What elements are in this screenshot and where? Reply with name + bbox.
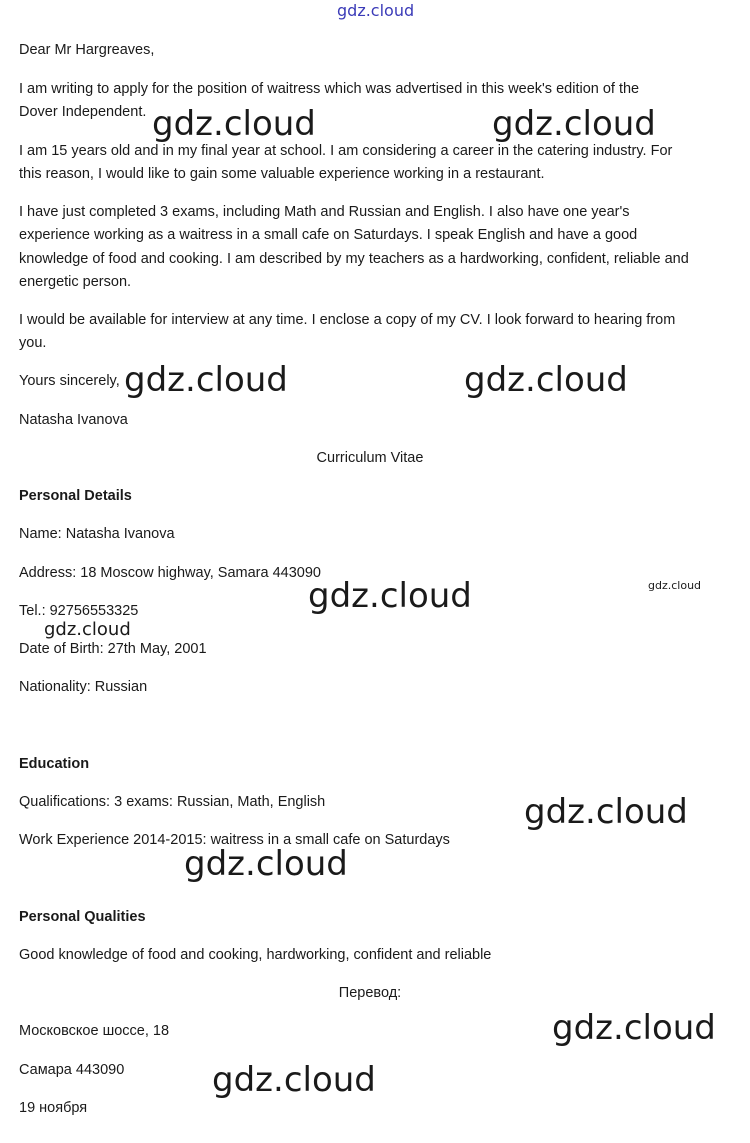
- letter-paragraph-line: I am writing to apply for the position of waitress which was advertised in this week's edition of the: [19, 81, 640, 97]
- watermark: gdz.cloud: [184, 844, 348, 884]
- translation-heading: Перевод:: [338, 985, 402, 1001]
- letter-closing: Yours sincerely,: [19, 373, 120, 389]
- translation-street: Московское шоссе, 18: [19, 1023, 170, 1039]
- letter-paragraph-line: experience working as a waitress in a small cafe on Saturdays. I speak English and have a good: [19, 227, 638, 243]
- letter-paragraph-line: you.: [19, 335, 47, 351]
- letter-paragraph-line: I am 15 years old and in my final year at school. I am considering a career in the catering industry. For: [19, 143, 673, 159]
- watermark-top: gdz.cloud: [337, 1, 415, 20]
- cv-section-heading: Personal Details: [19, 488, 132, 504]
- cv-personal-qualities: Good knowledge of food and cooking, hardworking, confident and reliable: [19, 947, 492, 963]
- watermark: gdz.cloud: [124, 360, 288, 400]
- cv-qualifications: Qualifications: 3 exams: Russian, Math, English: [19, 794, 326, 810]
- watermark: gdz.cloud: [524, 792, 688, 832]
- watermark: gdz.cloud: [212, 1060, 376, 1100]
- watermark: gdz.cloud: [152, 104, 316, 144]
- cv-nationality: Nationality: Russian: [19, 679, 148, 695]
- cv-section-heading: Personal Qualities: [19, 909, 146, 925]
- cv-address: Address: 18 Moscow highway, Samara 443090: [19, 565, 321, 581]
- watermark-small: gdz.cloud: [648, 579, 702, 592]
- cv-name: Name: Natasha Ivanova: [19, 526, 175, 542]
- watermark: gdz.cloud: [308, 576, 472, 616]
- watermark-medium: gdz.cloud: [44, 619, 131, 640]
- cv-section-heading: Education: [19, 756, 90, 772]
- letter-signature: Natasha Ivanova: [19, 412, 128, 428]
- watermark: gdz.cloud: [492, 104, 656, 144]
- letter-paragraph-line: I would be available for interview at any time. I enclose a copy of my CV. I look forward to hearing from: [19, 312, 676, 328]
- letter-greeting: Dear Mr Hargreaves,: [19, 42, 155, 58]
- translation-city: Самара 443090: [19, 1062, 125, 1078]
- cv-telephone: Tel.: 92756553325: [19, 603, 139, 619]
- letter-paragraph-line: I have just completed 3 exams, including Math and Russian and English. I also have one year's: [19, 204, 630, 220]
- cv-title: Curriculum Vitae: [316, 450, 424, 466]
- watermark: gdz.cloud: [552, 1008, 716, 1048]
- letter-paragraph-line: Dover Independent.: [19, 104, 147, 120]
- letter-paragraph-line: this reason, I would like to gain some valuable experience working in a restaurant.: [19, 166, 545, 182]
- letter-paragraph-line: knowledge of food and cooking. I am described by my teachers as a hardworking, confident, reliable and: [19, 251, 689, 267]
- translation-date: 19 ноября: [19, 1100, 88, 1116]
- letter-paragraph-line: energetic person.: [19, 274, 132, 290]
- watermark: gdz.cloud: [464, 360, 628, 400]
- cv-work-experience: Work Experience 2014-2015: waitress in a small cafe on Saturdays: [19, 832, 450, 848]
- cv-date-of-birth: Date of Birth: 27th May, 2001: [19, 641, 207, 657]
